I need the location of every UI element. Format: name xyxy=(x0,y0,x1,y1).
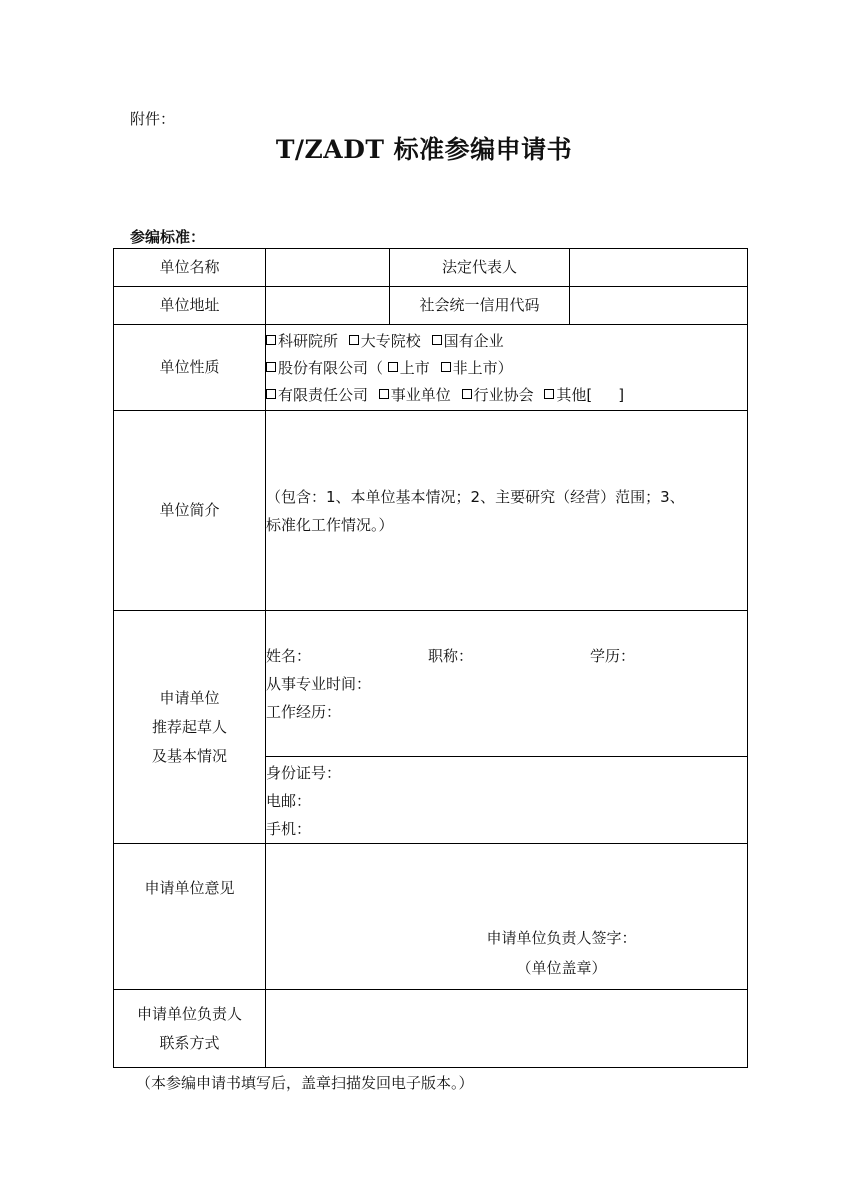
education-field-label: 学历： xyxy=(590,646,636,665)
drafter-label-line1: 申请单位 xyxy=(159,688,220,707)
profile-label: 单位简介 xyxy=(114,411,266,611)
years-field-label: 从事专业时间： xyxy=(266,674,372,693)
unlisted-option: 非上市） xyxy=(452,359,513,377)
page-title: T/ZADT 标准参编申请书 xyxy=(275,135,573,164)
state-owned-option: 国有企业 xyxy=(443,332,504,350)
signature-label: 申请单位负责人签字： xyxy=(486,929,637,947)
research-checkbox[interactable] xyxy=(266,335,276,345)
title-field-label: 职称： xyxy=(428,646,474,665)
unit-nature-label: 单位性质 xyxy=(114,325,266,411)
unit-nature-options xyxy=(266,325,748,411)
opinion-field[interactable] xyxy=(266,844,748,990)
contact-label-line1: 申请单位负责人 xyxy=(136,1004,242,1023)
public-institution-checkbox[interactable] xyxy=(379,389,389,399)
drafter-label-line3: 及基本情况 xyxy=(151,746,227,765)
drafter-contact-block[interactable] xyxy=(266,757,748,844)
section-label: 参编标准： xyxy=(130,228,206,246)
credit-code-label: 社会统一信用代码 xyxy=(390,287,570,325)
college-option: 大专院校 xyxy=(360,332,421,350)
listed-checkbox[interactable] xyxy=(388,362,398,372)
experience-field-label: 工作经历： xyxy=(266,702,342,721)
legal-rep-field[interactable] xyxy=(570,249,748,287)
name-field-label: 姓名： xyxy=(266,646,312,665)
id-number-field-label: 身份证号： xyxy=(266,764,342,782)
legal-rep-label: 法定代表人 xyxy=(390,249,570,287)
profile-field[interactable] xyxy=(266,411,748,611)
footnote: （本参编申请书填写后，盖章扫描发回电子版本。） xyxy=(136,1074,474,1092)
other-close-bracket: ] xyxy=(618,386,625,404)
unit-name-label: 单位名称 xyxy=(114,249,266,287)
joint-stock-checkbox[interactable] xyxy=(266,362,276,372)
unit-name-field[interactable] xyxy=(266,249,390,287)
state-owned-checkbox[interactable] xyxy=(432,335,442,345)
public-institution-option: 事业单位 xyxy=(390,386,451,404)
credit-code-field[interactable] xyxy=(570,287,748,325)
unit-address-label: 单位地址 xyxy=(114,287,266,325)
seal-label: （单位盖章） xyxy=(516,959,607,977)
college-checkbox[interactable] xyxy=(349,335,359,345)
association-option: 行业协会 xyxy=(473,386,534,404)
limited-option: 有限责任公司 xyxy=(278,386,369,404)
email-field-label: 电邮： xyxy=(266,792,312,810)
association-checkbox[interactable] xyxy=(462,389,472,399)
profile-hint-line2: 标准化工作情况。） xyxy=(266,515,394,534)
other-checkbox[interactable] xyxy=(544,389,554,399)
limited-checkbox[interactable] xyxy=(266,389,276,399)
profile-hint-line1: （包含：1、本单位基本情况；2、主要研究（经营）范围；3、 xyxy=(266,487,685,506)
unit-address-field[interactable] xyxy=(266,287,390,325)
contact-label-line2: 联系方式 xyxy=(159,1033,220,1052)
unlisted-checkbox[interactable] xyxy=(441,362,451,372)
mobile-field-label: 手机： xyxy=(266,820,312,838)
joint-stock-option: 股份有限公司（ xyxy=(278,359,384,377)
contact-field[interactable] xyxy=(266,990,748,1068)
other-option: 其他[ xyxy=(556,386,593,404)
drafter-info-block[interactable] xyxy=(266,611,748,757)
drafter-label-line2: 推荐起草人 xyxy=(151,717,227,736)
attachment-label: 附件： xyxy=(130,110,176,128)
application-form-table xyxy=(113,248,748,1068)
opinion-label: 申请单位意见 xyxy=(114,844,266,990)
contact-label xyxy=(114,990,266,1068)
drafter-label xyxy=(114,611,266,844)
listed-option: 上市 xyxy=(399,359,430,377)
research-option: 科研院所 xyxy=(278,332,339,350)
